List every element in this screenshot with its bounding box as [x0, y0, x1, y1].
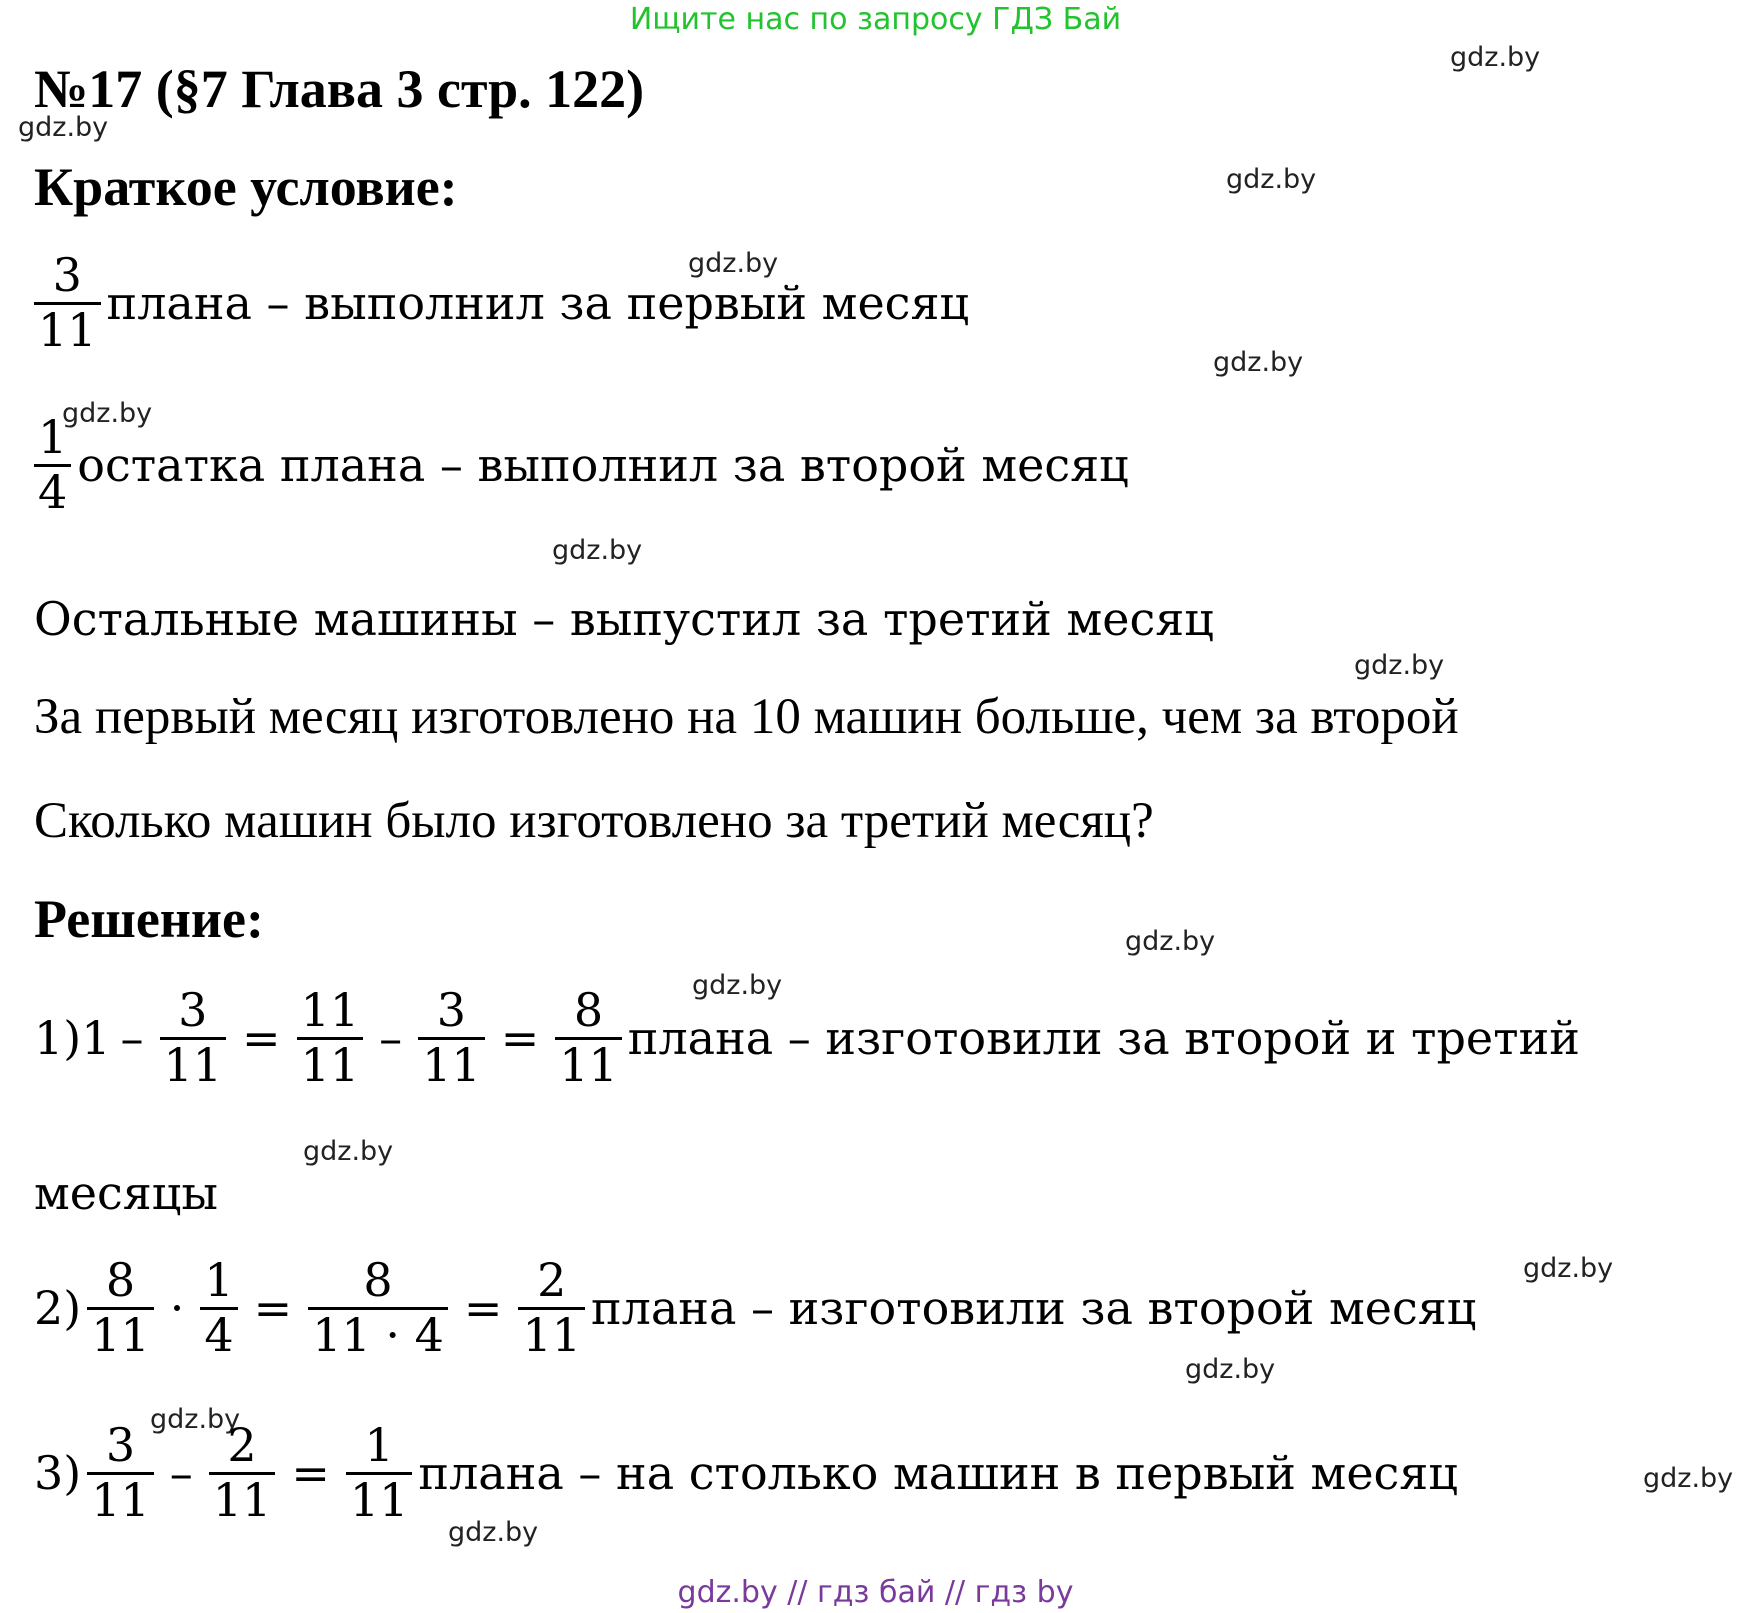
step-text: плана – изготовили за второй месяц — [590, 1281, 1477, 1336]
numerator: 3 — [178, 983, 208, 1037]
numerator: 8 — [573, 983, 604, 1037]
solution-step-3 — [34, 1420, 1458, 1526]
condition-line-3: Остальные машины – выпустил за третий месяц — [34, 592, 1214, 646]
step-label: 1) — [34, 1011, 82, 1066]
step-label: 2) — [34, 1281, 82, 1336]
fraction — [297, 985, 364, 1091]
condition-line-2 — [28, 412, 1129, 518]
watermark: gdz.by — [1185, 1354, 1276, 1385]
watermark: gdz.by — [1450, 42, 1541, 73]
numerator: 11 — [300, 983, 360, 1037]
numerator: 1 — [38, 410, 68, 464]
watermark: gdz.by — [1226, 164, 1317, 195]
numerator: 8 — [363, 1253, 393, 1307]
fraction — [555, 985, 622, 1091]
operator: = — [253, 1281, 293, 1336]
operator: = — [291, 1446, 330, 1501]
operator: = — [463, 1281, 503, 1336]
fraction — [160, 985, 227, 1091]
term: 1 — [81, 1011, 111, 1066]
fraction — [518, 1255, 585, 1361]
watermark: gdz.by — [18, 112, 109, 143]
watermark: gdz.by — [303, 1136, 394, 1167]
numerator: 8 — [105, 1253, 136, 1307]
solution-step-1 — [34, 985, 1580, 1091]
numerator: 3 — [105, 1418, 136, 1472]
condition-heading: Краткое условие: — [34, 157, 458, 217]
denominator: 11 · 4 — [308, 1307, 448, 1362]
fraction — [209, 1420, 276, 1526]
watermark: gdz.by — [1523, 1253, 1614, 1284]
denominator: 11 — [518, 1307, 585, 1362]
denominator: 11 — [418, 1037, 485, 1092]
watermark: gdz.by — [1125, 926, 1216, 957]
fraction — [34, 412, 71, 518]
watermark: gdz.by — [448, 1517, 539, 1548]
watermark: gdz.by — [1643, 1463, 1734, 1494]
footer-links: gdz.by // гдз бай // гдз by — [677, 1575, 1074, 1610]
watermark: gdz.by — [552, 535, 643, 566]
step-text: плана – на столько машин в первый месяц — [418, 1446, 1458, 1501]
denominator: 4 — [34, 464, 71, 519]
page-title: №17 (§7 Глава 3 стр. 122) — [34, 59, 645, 119]
numerator: 2 — [227, 1418, 257, 1472]
operator: = — [500, 1011, 540, 1066]
step-label: 3) — [34, 1446, 82, 1501]
denominator: 11 — [555, 1037, 622, 1092]
solution-step-2 — [34, 1255, 1476, 1361]
fraction — [87, 1255, 154, 1361]
denominator: 11 — [34, 302, 101, 357]
watermark: gdz.by — [688, 248, 779, 279]
condition-line-1 — [28, 250, 969, 356]
search-banner: Ищите нас по запросу ГДЗ Бай — [629, 2, 1122, 37]
fraction — [346, 1420, 413, 1526]
numerator: 3 — [52, 248, 82, 302]
condition-line-4: За первый месяц изготовлено на 10 машин больше, чем за второй — [34, 689, 1459, 745]
watermark: gdz.by — [692, 970, 783, 1001]
numerator: 2 — [537, 1253, 567, 1307]
denominator: 11 — [297, 1037, 364, 1092]
operator: – — [120, 1011, 144, 1066]
fraction — [34, 250, 101, 356]
operator: = — [242, 1011, 281, 1066]
denominator: 11 — [346, 1472, 413, 1527]
operator: – — [169, 1446, 193, 1501]
denominator: 11 — [87, 1307, 154, 1362]
numerator: 1 — [204, 1253, 234, 1307]
denominator: 4 — [200, 1307, 237, 1362]
step-text: плана – изготовили за второй и третий — [627, 1011, 1580, 1066]
question: Сколько машин было изготовлено за третий месяц? — [34, 793, 1154, 849]
fraction — [200, 1255, 237, 1361]
watermark: gdz.by — [62, 398, 153, 429]
denominator: 11 — [160, 1037, 227, 1092]
condition-text: остатка плана – выполнил за второй месяц — [77, 438, 1129, 493]
operator: – — [379, 1011, 403, 1066]
solution-heading: Решение: — [34, 889, 264, 949]
condition-text: плана – выполнил за первый месяц — [106, 276, 970, 331]
watermark: gdz.by — [150, 1404, 241, 1435]
fraction — [308, 1255, 448, 1361]
step-1-continuation: месяцы — [34, 1166, 218, 1220]
watermark: gdz.by — [1213, 347, 1304, 378]
denominator: 11 — [87, 1472, 154, 1527]
fraction — [87, 1420, 154, 1526]
denominator: 11 — [209, 1472, 276, 1527]
numerator: 1 — [364, 1418, 394, 1472]
operator: · — [169, 1281, 185, 1336]
watermark: gdz.by — [1354, 650, 1445, 681]
fraction — [418, 985, 485, 1091]
numerator: 3 — [436, 983, 467, 1037]
